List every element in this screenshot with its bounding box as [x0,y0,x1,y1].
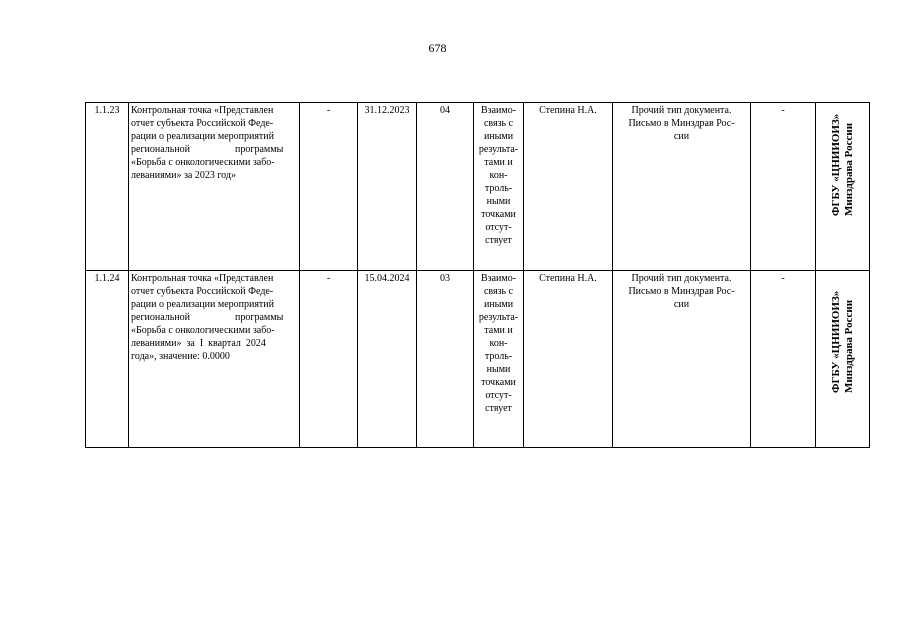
organization-cell [816,103,870,271]
dash-cell: - [300,271,358,448]
page-number: 678 [428,41,447,55]
organization-cell [816,271,870,448]
responsible-person: Степина Н.А. [524,271,613,448]
control-point-name: Контрольная точка «Представлен отчет субъекта Российской Феде- рации о реализации мероприятий региональной программы «Борьба с онкологическими забо- леваниями» за I квартал 2024 года», значение: 0.0000 [129,271,300,448]
document-type: Прочий тип документа. Письмо в Минздрав Рос- сии [613,103,751,271]
relation-cell: Взаимо- связь с иными результа- тами и кон- троль- ными точками отсут- ствует [474,271,524,448]
deadline-date: 15.04.2024 [358,271,417,448]
row-number: 1.1.24 [86,271,129,448]
row-number: 1.1.23 [86,103,129,271]
dash-cell: - [300,103,358,271]
organization-label: ФГБУ «ЦНИИОИЗ» Минздрава России [829,113,855,216]
organization-label: ФГБУ «ЦНИИОИЗ» Минздрава России [829,290,855,393]
control-point-name: Контрольная точка «Представлен отчет субъекта Российской Феде- рации о реализации мероприятий региональной программы «Борьба с онкологическими забо- леваниями» за 2023 год» [129,103,300,271]
dash-cell: - [751,103,816,271]
table-row [86,103,870,271]
relation-cell: Взаимо- связь с иными результа- тами и кон- троль- ными точками отсут- ствует [474,103,524,271]
level-code: 04 [417,103,474,271]
deadline-date: 31.12.2023 [358,103,417,271]
dash-cell: - [751,271,816,448]
document-type: Прочий тип документа. Письмо в Минздрав Рос- сии [613,271,751,448]
table-row [86,271,870,448]
level-code: 03 [417,271,474,448]
plan-table [85,102,870,448]
responsible-person: Степина Н.А. [524,103,613,271]
